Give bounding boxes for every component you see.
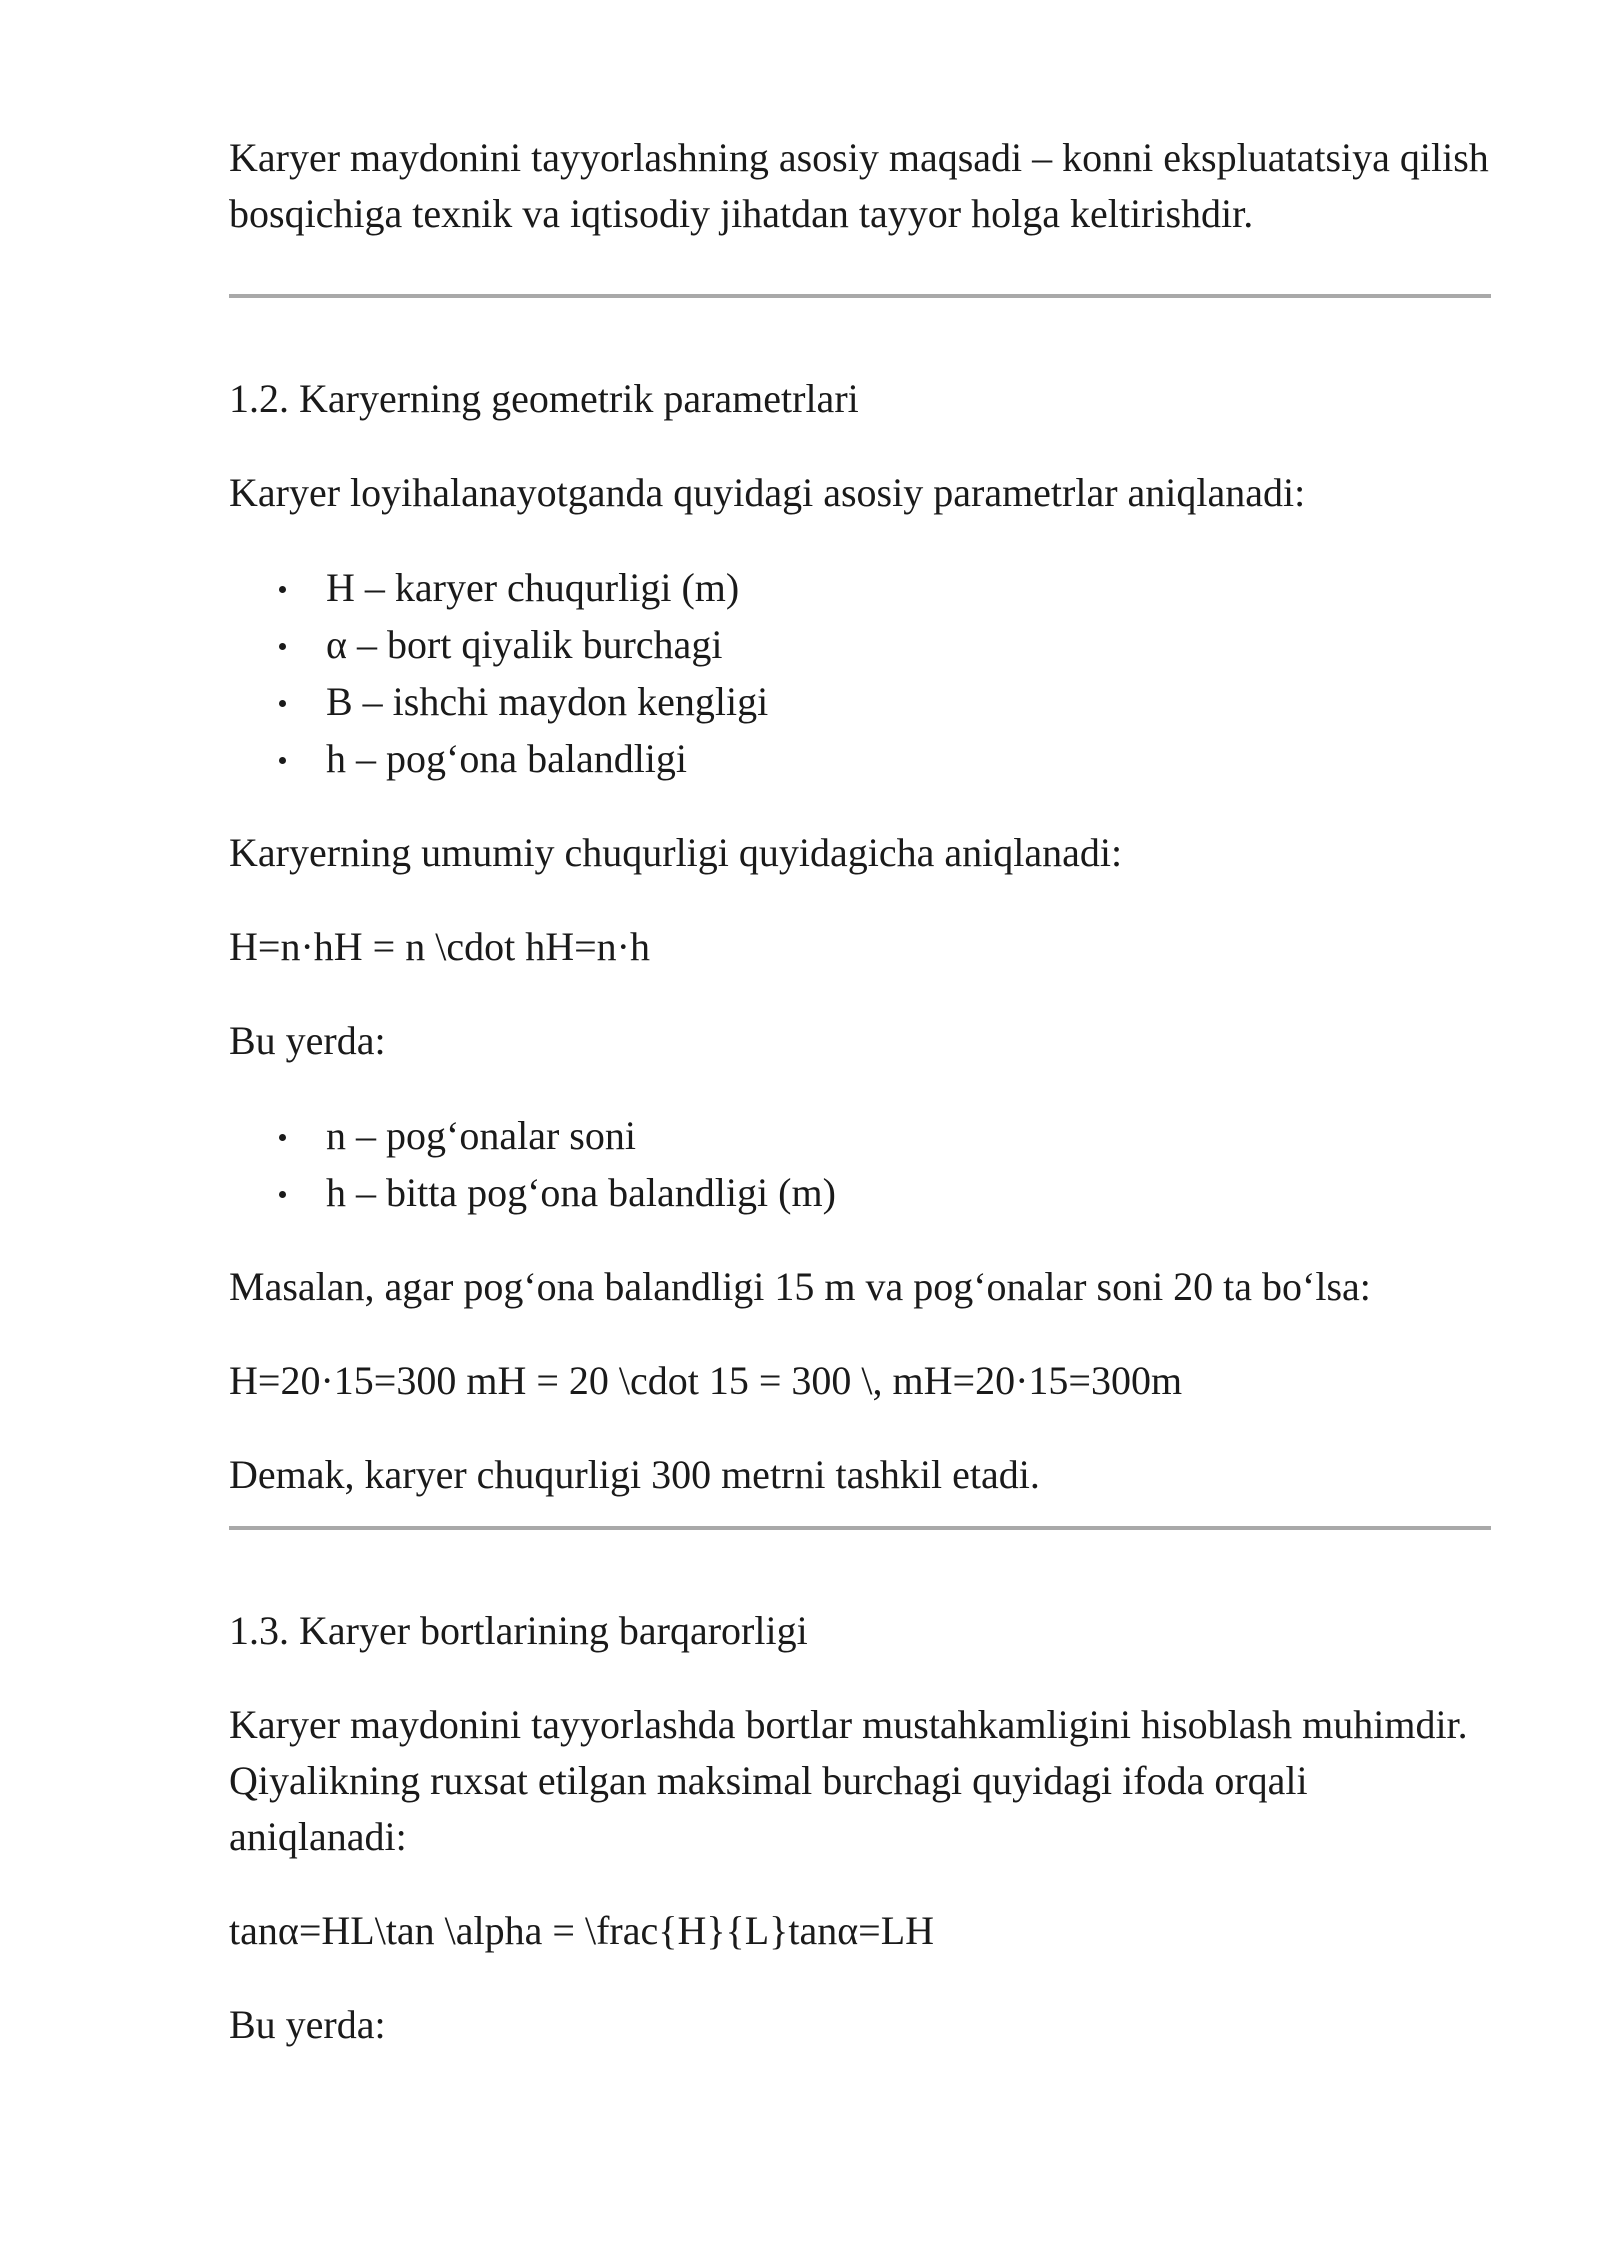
conclusion-paragraph: Demak, karyer chuqurligi 300 metrni tashkil etadi. bbox=[229, 1452, 1040, 1497]
where-label: Bu yerda: bbox=[229, 2002, 386, 2047]
slope-formula: tanα=HL\tan \alpha = \frac{H}{L}tanα=LH bbox=[229, 1908, 935, 1953]
stability-paragraph: Karyer maydonini tayyorlashda bortlar mustahkamligini hisoblash muhimdir. Qiyalikning ruxsat etilgan maksimal burchagi quyidagi ifoda orqali aniqlanadi: bbox=[229, 1702, 1468, 1859]
list-item: h – pog‘ona balandligi bbox=[229, 730, 1489, 787]
document-page bbox=[229, 130, 1489, 2053]
list-item: H – karyer chuqurligi (m) bbox=[229, 559, 1489, 616]
example-paragraph: Masalan, agar pog‘ona balandligi 15 m va pog‘onalar soni 20 ta bo‘lsa: bbox=[229, 1264, 1371, 1309]
example-formula: H=20·15=300 mH = 20 \cdot 15 = 300 \, mH=20·15=300m bbox=[229, 1358, 1183, 1403]
depth-formula: H=n·hH = n \cdot hH=n·h bbox=[229, 924, 650, 969]
list-item: h – bitta pog‘ona balandligi (m) bbox=[229, 1164, 1489, 1221]
intro-paragraph: Karyer maydonini tayyorlashning asosiy maqsadi – konni ekspluatatsiya qilish bosqichiga texnik va iqtisodiy jihatdan tayyor holga keltirishdir. bbox=[229, 135, 1489, 236]
params-intro: Karyer loyihalanayotganda quyidagi asosiy parametrlar aniqlanadi: bbox=[229, 470, 1306, 515]
section-heading-1-2: 1.2. Karyerning geometrik parametrlari bbox=[229, 376, 859, 421]
section-divider bbox=[229, 294, 1491, 298]
list-item: α – bort qiyalik burchagi bbox=[229, 616, 1489, 673]
params-list bbox=[229, 559, 1489, 787]
section-heading-1-3: 1.3. Karyer bortlarining barqarorligi bbox=[229, 1608, 808, 1653]
list-item: n – pog‘onalar soni bbox=[229, 1107, 1489, 1164]
where-label: Bu yerda: bbox=[229, 1018, 386, 1063]
section-divider bbox=[229, 1526, 1491, 1530]
variables-list bbox=[229, 1107, 1489, 1221]
depth-paragraph: Karyerning umumiy chuqurligi quyidagicha aniqlanadi: bbox=[229, 830, 1123, 875]
list-item: B – ishchi maydon kengligi bbox=[229, 673, 1489, 730]
